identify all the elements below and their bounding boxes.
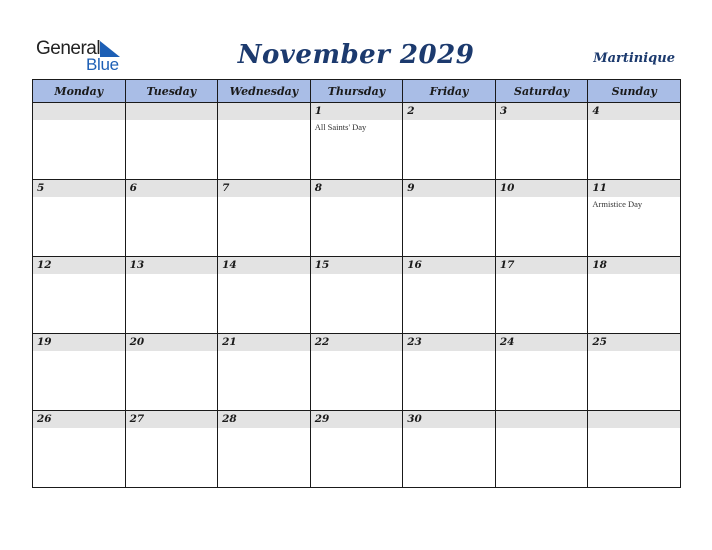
day-number: 21	[222, 336, 237, 348]
day-number: 8	[314, 182, 322, 194]
day-cell	[218, 411, 311, 488]
day-number: 19	[37, 336, 52, 348]
logo-text-blue: Blue	[86, 55, 119, 74]
day-cell	[403, 411, 496, 488]
day-cell	[403, 257, 496, 334]
day-cell	[218, 334, 311, 411]
day-cell	[125, 411, 218, 488]
day-number: 10	[499, 182, 515, 194]
calendar-grid	[32, 79, 681, 488]
weekday-header: Tuesday	[125, 80, 218, 103]
day-cell	[403, 334, 496, 411]
weekday-header: Thursday	[310, 80, 403, 103]
day-cell	[125, 103, 218, 180]
day-number: 24	[499, 336, 515, 348]
weekday-header: Monday	[33, 80, 126, 103]
day-cell	[310, 334, 403, 411]
weekday-header: Wednesday	[218, 80, 311, 103]
day-number: 6	[129, 182, 137, 194]
day-cell	[588, 334, 681, 411]
day-number: 30	[407, 413, 422, 425]
day-number: 25	[592, 336, 607, 348]
day-cell	[125, 180, 218, 257]
day-cell	[588, 103, 681, 180]
day-number: 12	[37, 259, 52, 271]
day-cell	[495, 103, 588, 180]
day-cell	[33, 257, 126, 334]
day-number: 3	[499, 105, 508, 117]
day-cell	[33, 103, 126, 180]
weekday-header: Sunday	[588, 80, 681, 103]
day-number: 9	[407, 182, 415, 194]
day-number: 16	[407, 259, 422, 271]
day-cell	[495, 180, 588, 257]
week-row	[33, 411, 681, 488]
week-row	[33, 103, 681, 180]
day-cell	[588, 257, 681, 334]
day-cell	[495, 411, 588, 488]
day-cell	[495, 257, 588, 334]
holiday-label: All Saints' Day	[314, 122, 367, 132]
day-cell	[588, 411, 681, 488]
week-row	[33, 257, 681, 334]
day-number: 15	[314, 259, 330, 271]
day-number: 2	[407, 105, 415, 117]
day-number: 7	[222, 182, 230, 194]
logo-text-general: General	[36, 38, 101, 59]
day-number: 29	[314, 413, 330, 425]
day-cell	[33, 180, 126, 257]
day-number: 11	[592, 182, 607, 194]
day-cell	[588, 180, 681, 257]
day-cell	[310, 103, 403, 180]
day-number: 4	[592, 105, 600, 117]
day-number: 14	[222, 259, 237, 271]
day-cell	[33, 411, 126, 488]
day-cell	[218, 180, 311, 257]
day-number: 27	[129, 413, 145, 425]
week-row	[33, 334, 681, 411]
calendar-region: Martinique	[593, 51, 675, 66]
day-cell	[403, 180, 496, 257]
weekday-header: Friday	[403, 80, 496, 103]
weekday-header-row	[33, 80, 681, 103]
week-row	[33, 180, 681, 257]
day-number: 1	[314, 105, 322, 117]
day-cell	[310, 257, 403, 334]
day-number: 18	[592, 259, 607, 271]
day-number: 5	[37, 182, 45, 194]
day-cell	[125, 334, 218, 411]
day-cell	[125, 257, 218, 334]
day-cell	[310, 411, 403, 488]
day-number: 26	[37, 413, 52, 425]
day-number: 22	[314, 336, 330, 348]
day-number: 28	[222, 413, 237, 425]
day-cell	[403, 103, 496, 180]
weekday-header: Saturday	[495, 80, 588, 103]
day-cell	[495, 334, 588, 411]
day-cell	[310, 180, 403, 257]
holiday-label: Armistice Day	[592, 199, 643, 209]
day-number: 17	[499, 259, 515, 271]
day-number: 20	[129, 336, 145, 348]
day-cell	[218, 103, 311, 180]
day-cell	[33, 334, 126, 411]
calendar-title: November 2029	[237, 40, 475, 70]
day-number: 13	[129, 259, 145, 271]
day-number: 23	[407, 336, 422, 348]
day-cell	[218, 257, 311, 334]
